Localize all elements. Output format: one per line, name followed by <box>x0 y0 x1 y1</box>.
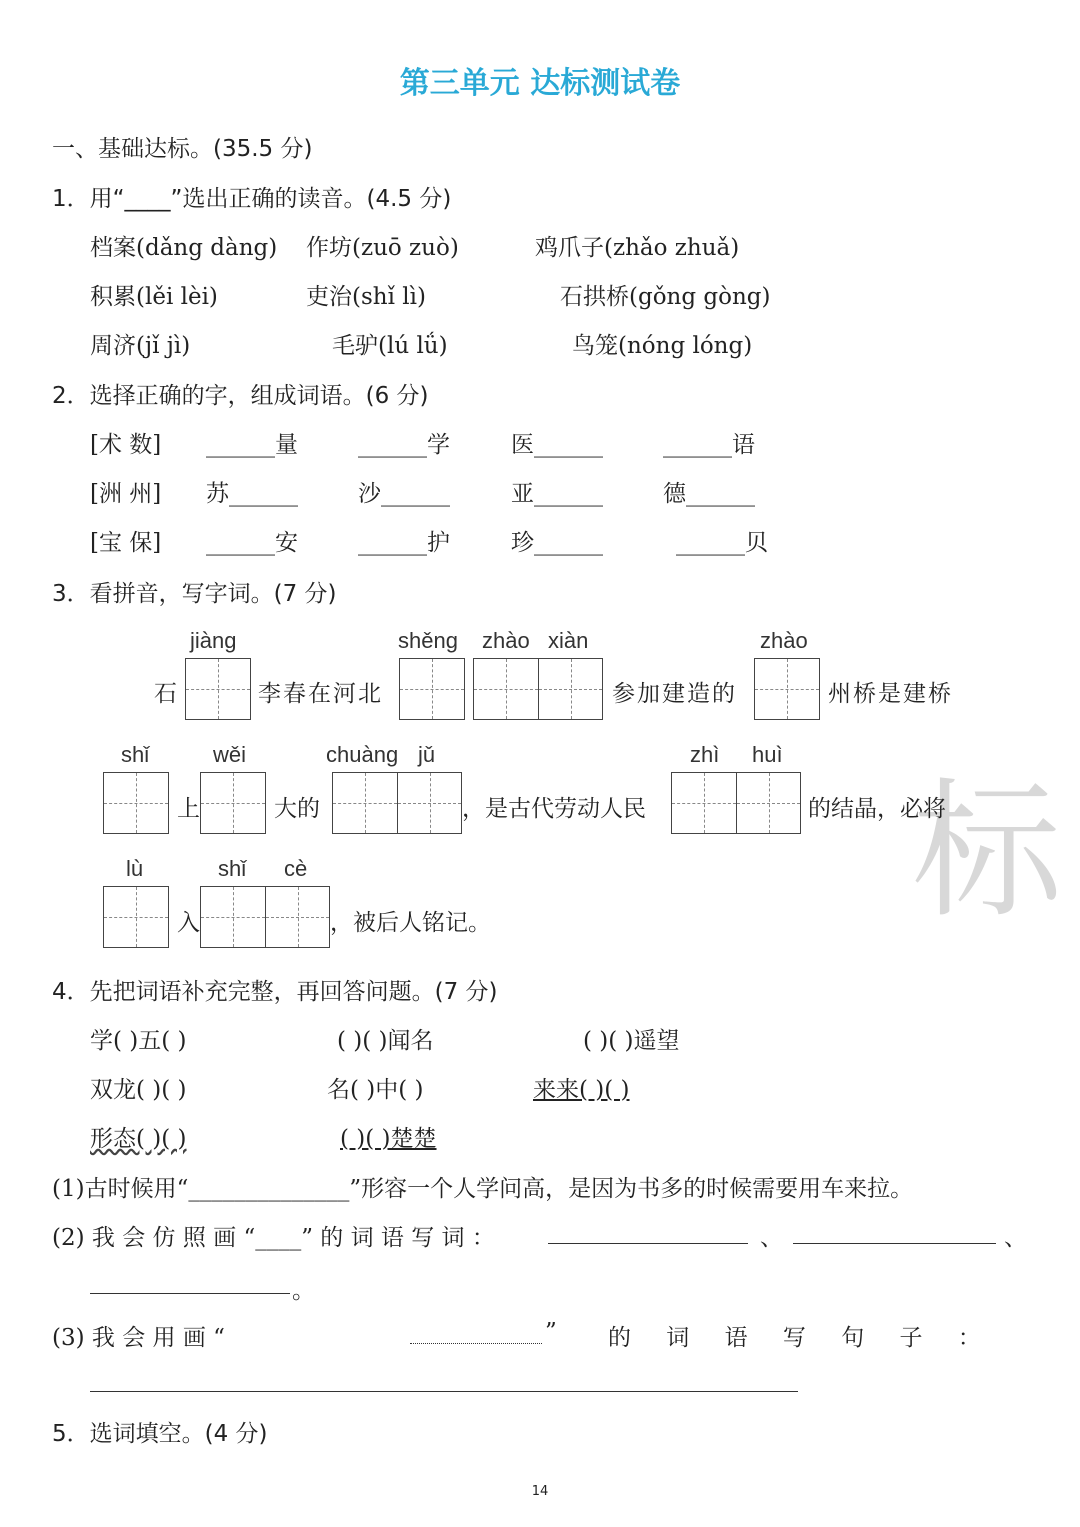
q3-text: 参加建造的 <box>612 681 737 707</box>
q2-blank[interactable]: 亚______ <box>511 481 603 507</box>
pinyin-label: jiàng <box>190 628 237 653</box>
answer-line[interactable] <box>90 1293 290 1294</box>
q4-sub3-tail: 的 词 语 写 句 子 ： <box>608 1325 995 1351</box>
q4-idiom[interactable]: 双龙( )( ) <box>90 1077 187 1103</box>
q3-text: ，是古代劳动人民 <box>462 796 646 822</box>
period: 。 <box>292 1278 315 1304</box>
q2-blank[interactable]: ______语 <box>663 432 755 458</box>
pinyin-label: cè <box>284 856 308 881</box>
page-number: 14 <box>531 1484 549 1499</box>
wavy-sample-line <box>410 1343 542 1344</box>
writing-grid[interactable] <box>473 658 603 720</box>
q3-text: 入 <box>177 910 200 936</box>
pinyin-label: zhào <box>482 628 530 653</box>
separator: 、 <box>1004 1225 1027 1251</box>
pinyin-label: zhào <box>760 628 808 653</box>
pinyin-label: huì <box>752 742 783 767</box>
q2-blank[interactable]: 苏______ <box>206 481 298 507</box>
section-heading: 一、基础达标。(35.5 分) <box>52 136 313 162</box>
pinyin-label: wěi <box>213 742 247 767</box>
q1-item: 毛驴(lú lǘ) <box>332 333 448 359</box>
pinyin-label: lù <box>126 856 144 881</box>
q3-text: 石 <box>154 681 177 707</box>
pinyin-label: chuàng <box>326 742 399 767</box>
writing-grid[interactable] <box>103 886 169 948</box>
q3-text: 上 <box>177 796 200 822</box>
writing-grid[interactable] <box>103 772 169 834</box>
pinyin-label: shǐ <box>218 856 247 881</box>
pinyin-label: shǐ <box>121 742 150 767</box>
q1-item: 石拱桥(gǒng gòng) <box>560 284 771 310</box>
pinyin-label: jǔ <box>418 742 436 767</box>
q4-idiom-underlined[interactable]: ( )( )楚楚 <box>340 1126 437 1152</box>
q2-options: [宝 保] <box>90 530 162 556</box>
writing-grid[interactable] <box>754 658 820 720</box>
q4-idiom-wavy[interactable]: 形态( )( ) <box>90 1126 187 1152</box>
q1-item: 周济(jǐ jì) <box>90 333 191 359</box>
q2-heading: 2．选择正确的字，组成词语。(6 分) <box>52 383 429 409</box>
q2-options: [洲 州] <box>90 481 162 507</box>
q4-idiom[interactable]: ( )( )遥望 <box>583 1028 680 1054</box>
q1-item: 鸟笼(nóng lóng) <box>572 333 753 359</box>
separator: 、 <box>760 1225 783 1251</box>
q4-sub1: (1)古时候用“______________”形容一个人学问高，是因为书多的时候需要用车来拉。 <box>52 1176 914 1202</box>
writing-grid[interactable] <box>200 886 330 948</box>
q1-item: 鸡爪子(zhǎo zhuǎ) <box>535 235 740 261</box>
pinyin-label: shěng <box>398 628 458 653</box>
q4-idiom[interactable]: 学( )五( ) <box>90 1028 187 1054</box>
answer-line[interactable] <box>793 1243 996 1244</box>
q2-blank[interactable]: ______学 <box>358 432 450 458</box>
q4-heading: 4．先把词语补充完整，再回答问题。(7 分) <box>52 979 498 1005</box>
q2-blank[interactable]: ______量 <box>206 432 298 458</box>
pinyin-label: zhì <box>690 742 720 767</box>
q5-heading: 5．选词填空。(4 分) <box>52 1421 268 1447</box>
q4-idiom[interactable]: 名( )中( ) <box>327 1077 424 1103</box>
q2-blank[interactable]: ______贝 <box>676 530 768 556</box>
writing-grid[interactable] <box>185 658 251 720</box>
watermark: 标 <box>912 765 1063 939</box>
writing-grid[interactable] <box>399 658 465 720</box>
answer-line[interactable] <box>90 1391 798 1392</box>
q2-blank[interactable]: 医______ <box>511 432 603 458</box>
q1-heading: 1．用“____”选出正确的读音。(4.5 分) <box>52 186 452 212</box>
q1-item: 吏治(shǐ lì) <box>306 284 426 310</box>
q2-blank[interactable]: ______安 <box>206 530 298 556</box>
q4-sub2: (2) 我 会 仿 照 画 “____” 的 词 语 写 词 ： <box>52 1225 495 1251</box>
q4-idiom[interactable]: ( )( )闻名 <box>337 1028 434 1054</box>
q3-text: 州桥是建桥 <box>828 681 953 707</box>
q2-blank[interactable]: 珍______ <box>511 530 603 556</box>
q2-blank[interactable]: ______护 <box>358 530 450 556</box>
writing-grid[interactable] <box>332 772 462 834</box>
writing-grid[interactable] <box>671 772 801 834</box>
pinyin-label: xiàn <box>548 628 589 653</box>
q1-item: 档案(dǎng dàng) <box>90 235 278 261</box>
q3-text: 李春在河北 <box>258 681 383 707</box>
q2-options: [术 数] <box>90 432 162 458</box>
q1-item: 积累(lěi lèi) <box>90 284 218 310</box>
q3-heading: 3．看拼音，写字词。(7 分) <box>52 581 337 607</box>
q2-blank[interactable]: 德______ <box>663 481 755 507</box>
q2-blank[interactable]: 沙______ <box>358 481 450 507</box>
page-title: 第三单元 达标测试卷 <box>399 66 681 101</box>
q3-text: 的结晶，必将 <box>808 796 946 822</box>
quote-close: ” <box>545 1319 557 1345</box>
q3-text: ，被后人铭记。 <box>330 910 491 936</box>
q4-idiom-underlined[interactable]: 来来( )( ) <box>533 1077 630 1103</box>
q4-sub3: (3) 我 会 用 画 “ <box>52 1325 225 1351</box>
writing-grid[interactable] <box>200 772 266 834</box>
answer-line[interactable] <box>548 1243 748 1244</box>
q3-text: 大的 <box>274 796 320 822</box>
q1-item: 作坊(zuō zuò) <box>306 235 459 261</box>
